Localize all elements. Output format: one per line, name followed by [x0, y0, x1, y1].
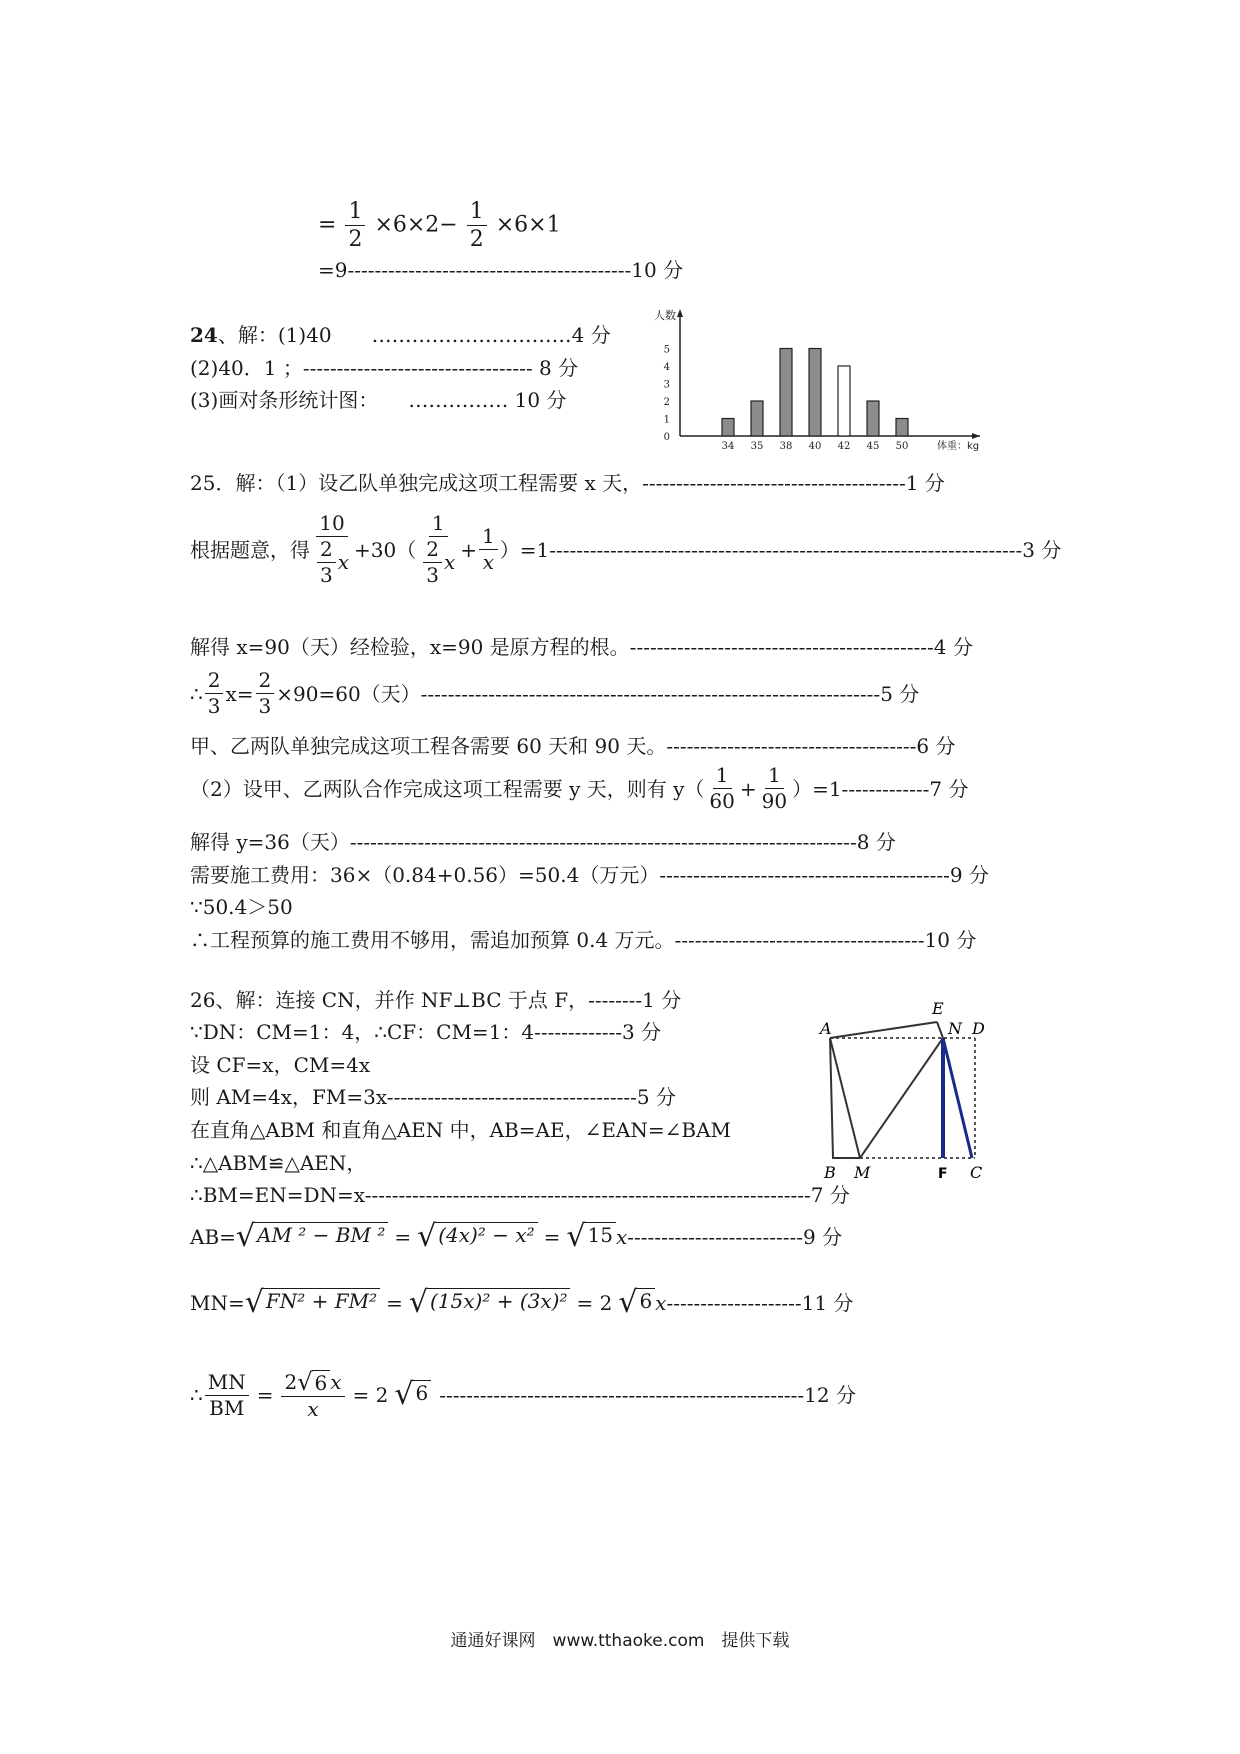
- radicand: FN² + FM²: [263, 1288, 380, 1318]
- text: =: [386, 1291, 403, 1315]
- square-root: √ (15x)² + (3x)²: [409, 1288, 571, 1318]
- denominator: 60: [709, 789, 735, 813]
- fraction: [706, 765, 737, 812]
- ab-formula: [190, 1219, 843, 1254]
- variable: x: [337, 550, 350, 574]
- radicand: 6: [312, 1370, 331, 1394]
- q26-line-2: ∵DN：CM=1：4，∴CF：CM=1：4-------------3 分: [190, 1020, 662, 1044]
- fraction: [317, 539, 336, 586]
- fraction: [759, 765, 790, 812]
- denominator: x: [307, 1397, 319, 1421]
- numerator: [281, 1370, 344, 1397]
- text: MN=: [190, 1291, 245, 1315]
- radicand: 6: [413, 1380, 432, 1410]
- square-root: √ 6: [297, 1370, 330, 1394]
- x-tick-label: 38: [779, 441, 793, 452]
- fraction: [479, 526, 498, 573]
- text: =: [543, 1225, 561, 1249]
- equals-sign: =: [318, 212, 337, 238]
- fraction: [205, 1369, 249, 1420]
- numerator: 1: [713, 765, 732, 789]
- denominator: 3: [426, 563, 439, 587]
- line-nc: [943, 1038, 972, 1158]
- x-tick-label: 34: [721, 441, 735, 452]
- line-en: [937, 1022, 943, 1038]
- x-tick-label: 40: [808, 441, 822, 452]
- q26-line-3: 设 CF=x，CM=4x: [190, 1053, 371, 1077]
- numerator: 2: [317, 539, 336, 563]
- square-root: √ 6: [394, 1380, 431, 1410]
- q26-line-5: 在直角△ABM 和直角△AEN 中，AB=AE，∠EAN=∠BAM: [190, 1118, 732, 1142]
- q25-line-5: 甲、乙两队单独完成这项工程各需要 60 天和 90 天。-------------------------------------6 分: [190, 734, 956, 758]
- text: ∴: [190, 1383, 203, 1407]
- line-mn: [860, 1038, 943, 1158]
- x-tick-label: 35: [750, 441, 764, 452]
- solution-text: 、解：(1)40 …………………………4 分: [217, 323, 611, 347]
- q24-line-2: (2)40．1 ；---------------------------------- 8 分: [190, 356, 579, 380]
- denominator: [418, 537, 458, 586]
- text: （2）设甲、乙两队合作完成这项工程需要 y 天，则有 y（: [190, 776, 705, 801]
- label-c: C: [970, 1163, 983, 1180]
- q25-line-7: 解得 y=36（天）---------------------------------------------------------------------------8 分: [190, 830, 896, 854]
- bar-34: [722, 419, 734, 437]
- numerator: 2: [205, 670, 224, 694]
- radicand: 6: [636, 1288, 655, 1318]
- radicand: 15: [585, 1222, 616, 1252]
- numerator: MN: [205, 1372, 249, 1396]
- line-am: [830, 1038, 860, 1158]
- square-root: √ FN² + FM²: [245, 1288, 380, 1318]
- geometry-figure: [800, 980, 1020, 1180]
- denominator: 90: [761, 789, 788, 813]
- bar-chart: [640, 298, 1000, 458]
- denominator: x: [482, 550, 495, 574]
- y-axis-arrow: [677, 309, 683, 317]
- fraction: [467, 200, 487, 251]
- square-root: √ AM ² − BM ²: [236, 1222, 388, 1252]
- text: 根据题意，得: [190, 537, 310, 562]
- square-root: √ (4x)² − x²: [417, 1222, 538, 1252]
- text: --------------------11 分: [666, 1291, 854, 1315]
- chart-plot-area: [654, 308, 980, 452]
- bar-38: [780, 349, 792, 437]
- label-m: M: [854, 1163, 871, 1180]
- denominator: 3: [320, 563, 333, 587]
- bar-50: [896, 419, 908, 437]
- y-tick-label: 0: [663, 432, 670, 443]
- x-axis-label: 体重：kg: [937, 441, 980, 452]
- label-b: B: [824, 1163, 836, 1180]
- y-tick-label: 2: [663, 397, 670, 408]
- q25-line-10: ∴工程预算的施工费用不够用，需追加预算 0.4 万元。-------------------------------------10 分: [190, 928, 977, 952]
- text: =: [256, 1383, 274, 1407]
- q26-line-7: ∴BM=EN=DN=x------------------------------------------------------------------7 分: [190, 1183, 850, 1207]
- q25-line-4: [190, 670, 919, 717]
- numerator: 2: [256, 670, 275, 694]
- fraction: [345, 200, 365, 251]
- bar-45: [867, 401, 879, 436]
- y-tick-label: 5: [663, 344, 670, 356]
- fraction: [281, 1370, 344, 1420]
- square-root: √ 6: [618, 1288, 655, 1318]
- denominator: 3: [258, 694, 272, 718]
- q26-line-1: 26、解：连接 CN，并作 NF⊥BC 于点 F，--------1 分: [190, 988, 682, 1012]
- q26-line-4: 则 AM=4x，FM=3x-------------------------------------5 分: [190, 1085, 676, 1109]
- text: ×90=60（天）--------------------------------------------------------------------5 分: [276, 681, 920, 706]
- y-tick-label: 1: [663, 414, 670, 426]
- bar-40: [809, 349, 821, 437]
- numerator: 1: [479, 526, 498, 550]
- numerator: 10: [316, 513, 347, 537]
- footer-text: 通通好课网 www.tthaoke.com 提供下载: [450, 1631, 790, 1651]
- text: +: [739, 776, 757, 801]
- x-axis-arrow: [972, 433, 980, 439]
- complex-fraction: [418, 513, 458, 586]
- equation-line-1: [318, 200, 561, 251]
- y-tick-label: 3: [663, 379, 670, 391]
- x-tick-label: 50: [895, 441, 909, 452]
- q24-line-3: (3)画对条形统计图： …………… 10 分: [190, 388, 567, 412]
- variable: x: [616, 1225, 628, 1249]
- numerator: 1: [467, 200, 487, 226]
- text: +30（: [354, 537, 417, 562]
- text: ）=1-------------7 分: [792, 776, 969, 801]
- line-ae: [830, 1022, 937, 1038]
- expression-text: ×6×2−: [374, 212, 458, 238]
- q25-line-8: 需要施工费用：36×（0.84+0.56）=50.4（万元）-------------------------------------------9 分: [190, 863, 989, 887]
- y-tick-label: 4: [663, 362, 670, 373]
- q26-line-6: ∴△ABM≌△AEN，: [190, 1151, 367, 1175]
- denominator: [312, 537, 352, 586]
- numerator: 1: [765, 765, 784, 789]
- q25-line-9: ∵50.4＞50: [190, 895, 293, 919]
- equation-line-2: =9------------------------------------------10 分: [318, 258, 684, 282]
- numerator: 1: [345, 200, 365, 226]
- label-d: D: [972, 1019, 985, 1038]
- text: = 2: [576, 1291, 613, 1315]
- numerator: 2: [423, 539, 442, 563]
- fraction: [256, 670, 275, 717]
- ratio-formula: [190, 1370, 856, 1420]
- radicand: (4x)² − x²: [435, 1222, 537, 1252]
- text: = 2: [352, 1383, 389, 1407]
- text: x=: [225, 681, 254, 706]
- text: =: [394, 1225, 412, 1249]
- complex-fraction: [312, 513, 352, 586]
- text: ）=1----------------------------------------------------------------------3 分: [499, 537, 1062, 562]
- denominator: BM: [209, 1395, 245, 1420]
- bar-42: [838, 366, 850, 436]
- expression-text: ×6×1: [495, 212, 561, 238]
- x-tick-label: 42: [837, 441, 851, 452]
- q24-line-1: [190, 325, 611, 345]
- variable: x: [443, 550, 456, 574]
- radicand: AM ² − BM ²: [254, 1222, 388, 1252]
- radicand: (15x)² + (3x)²: [427, 1288, 570, 1318]
- q25-line-3: 解得 x=90（天）经检验，x=90 是原方程的根。---------------------------------------------4 分: [190, 635, 973, 659]
- mn-formula: [190, 1285, 854, 1320]
- text: ∴: [190, 681, 203, 706]
- variable: x: [655, 1291, 667, 1315]
- text: AB=: [190, 1225, 236, 1249]
- label-f: F: [938, 1166, 948, 1180]
- denominator: 2: [348, 227, 363, 253]
- text: --------------------------9 分: [627, 1225, 843, 1249]
- label-n: N: [948, 1019, 962, 1038]
- fraction: [423, 539, 442, 586]
- q25-line-6: [190, 765, 969, 812]
- fraction: [205, 670, 224, 717]
- label-a: A: [820, 1019, 832, 1038]
- bar-35: [751, 401, 763, 436]
- variable: x: [330, 1369, 342, 1394]
- text: ------------------------------------------------------12 分: [439, 1383, 856, 1407]
- q25-line-1: 25．解：（1）设乙队单独完成这项工程需要 x 天，---------------------------------------1 分: [190, 471, 945, 495]
- q25-line-2: [190, 513, 1061, 586]
- x-tick-label: 45: [866, 441, 880, 452]
- denominator: 3: [207, 694, 221, 718]
- coefficient: 2: [284, 1369, 298, 1394]
- denominator: 2: [469, 227, 484, 253]
- label-e: E: [932, 999, 944, 1018]
- square-root: √ 15: [566, 1222, 616, 1252]
- y-axis-label: 人数: [654, 309, 676, 322]
- numerator: 1: [429, 513, 448, 537]
- text: +: [460, 537, 478, 562]
- question-number: 24: [190, 323, 218, 347]
